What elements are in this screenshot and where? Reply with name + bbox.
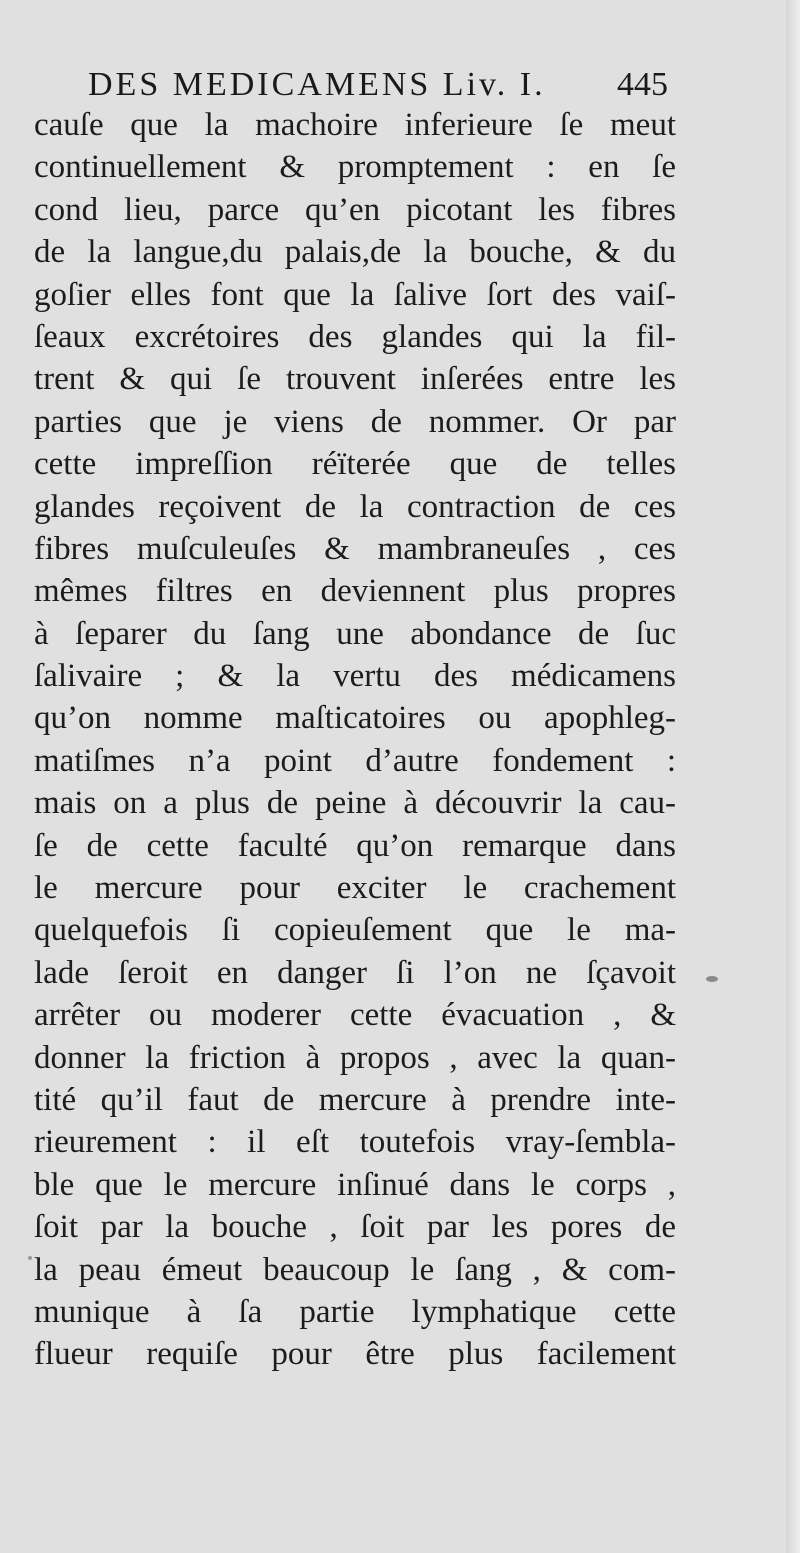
text-line: le mercure pour exciter le crachement — [34, 870, 676, 907]
text-line: parties que je viens de nommer. Or par — [34, 403, 676, 440]
text-line: fibres muſculeuſes & mambraneuſes , ces — [34, 530, 676, 567]
text-line: tité qu’il faut de mercure à prendre inte- — [34, 1081, 676, 1118]
text-line: la peau émeut beaucoup le ſang , & com- — [34, 1251, 676, 1288]
text-line: mêmes filtres en deviennent plus propres — [34, 573, 676, 610]
text-line: glandes reçoivent de la contraction de ces — [34, 488, 676, 525]
page-edge — [786, 0, 800, 1553]
text-line: lade ſeroit en danger ſi l’on ne ſçavoit — [34, 954, 676, 991]
text-line: ble que le mercure inſinué dans le corps , — [34, 1166, 676, 1203]
running-title: DES MEDICAMENS Liv. I. — [88, 66, 546, 103]
text-line: donner la friction à propos , avec la quan- — [34, 1039, 676, 1076]
text-line: de la langue,du palais,de la bouche, & du — [34, 234, 676, 271]
text-line: cond lieu, parce qu’en picotant les fibres — [34, 191, 676, 228]
text-line: flueur requiſe pour être plus facilement — [34, 1336, 676, 1373]
text-line: rieurement : il eſt toutefois vray-ſembla- — [34, 1124, 676, 1161]
text-line: mais on a plus de peine à découvrir la cau- — [34, 785, 676, 822]
text-line: à ſeparer du ſang une abondance de ſuc — [34, 615, 676, 652]
text-line: ſalivaire ; & la vertu des médicamens — [34, 658, 676, 695]
text-line: cauſe que la machoire inferieure ſe meut — [34, 107, 676, 143]
text-line: arrêter ou moderer cette évacuation , & — [34, 997, 676, 1034]
text-line: ſoit par la bouche , ſoit par les pores de — [34, 1209, 676, 1246]
ink-speck — [28, 1256, 32, 1260]
text-line: qu’on nomme maſticatoires ou apophleg- — [34, 700, 676, 737]
text-line: cette impreſſion réïterée que de telles — [34, 446, 676, 483]
text-line: goſier elles font que la ſalive ſort des vaiſ- — [34, 276, 676, 313]
body-text — [34, 104, 676, 1376]
text-line: continuellement & promptement : en ſe — [34, 149, 676, 186]
text-line: matiſmes n’a point d’autre fondement : — [34, 742, 676, 779]
text-line: ſeaux excrétoires des glandes qui la fil- — [34, 318, 676, 355]
text-line: quelquefois ſi copieuſement que le ma- — [34, 912, 676, 949]
ink-speck — [706, 976, 718, 982]
page-header — [88, 66, 668, 106]
text-line: trent & qui ſe trouvent inſerées entre les — [34, 361, 676, 398]
page-number: 445 — [617, 66, 668, 103]
text-line: munique à ſa partie lymphatique cette — [34, 1293, 676, 1330]
text-line: ſe de cette faculté qu’on remarque dans — [34, 827, 676, 864]
